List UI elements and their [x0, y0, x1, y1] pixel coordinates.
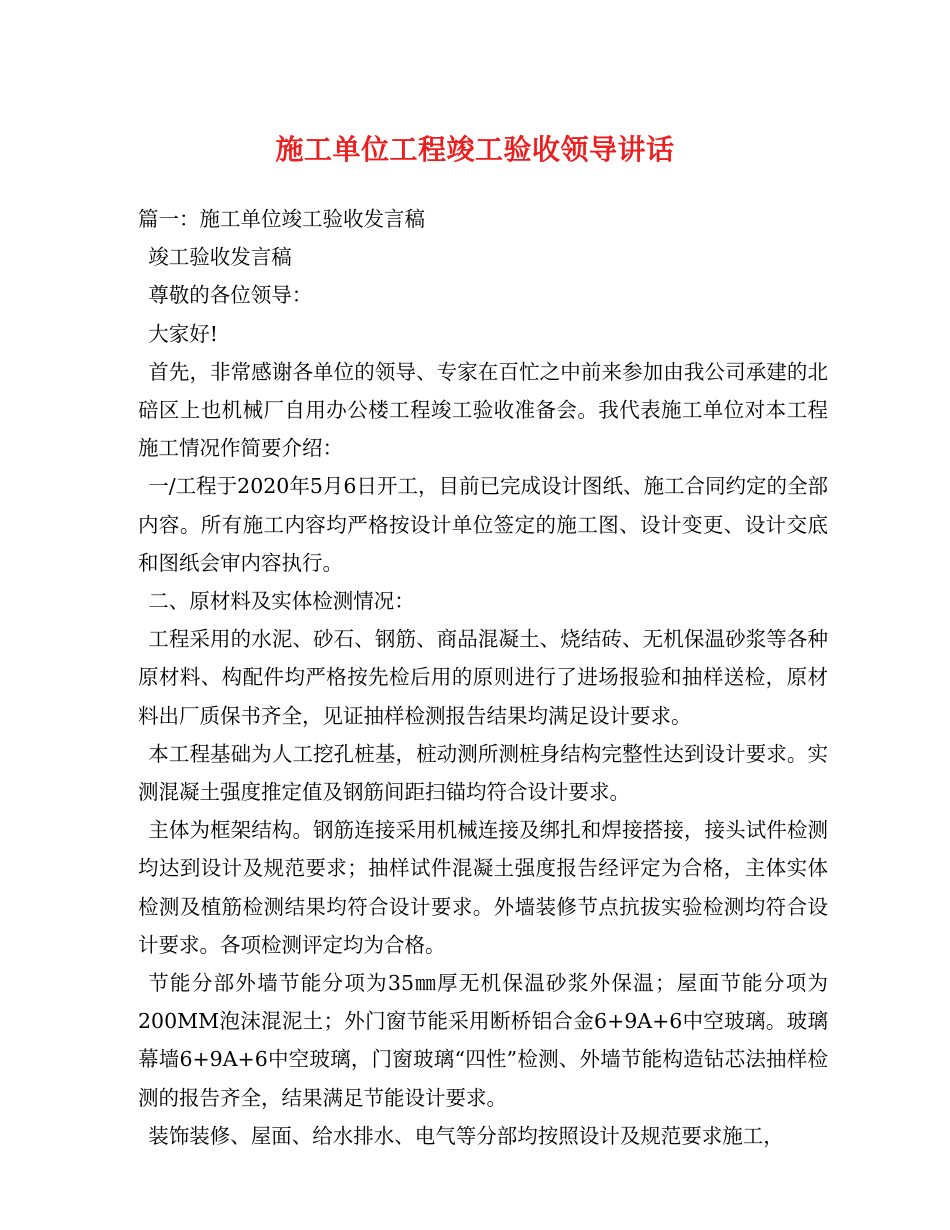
paragraph-foundation: 本工程基础为人工挖孔桩基，桩动测所测桩身结构完整性达到设计要求。实测混凝土强度推定值及钢筋间距扫锚均符合设计要求。 [138, 741, 828, 805]
paragraph-decoration: 装饰装修、屋面、给水排水、电气等分部均按照设计及规范要求施工， [148, 1123, 784, 1148]
paragraph-energy: 节能分部外墙节能分项为35㎜厚无机保温砂浆外保温；屋面节能分项为200MM泡沫混泥土；外门窗节能采用断桥铝合金6+9A+6中空玻璃。玻璃幕墙6+9A+6中空玻璃，门窗玻璃“四性”检测、外墙节能构造钻芯法抽样检测的报告齐全，结果满足节能设计要求。 [138, 971, 828, 1110]
paragraph-structure: 主体为框架结构。钢筋连接采用机械连接及绑扎和焊接搭接，接头试件检测均达到设计及规范要求；抽样试件混凝土强度报告经评定为合格，主体实体检测及植筋检测结果均符合设计要求。外墙装修节点抗拔实验检测均符合设计要求。各项检测评定均为合格。 [138, 818, 828, 957]
paragraph-intro: 首先，非常感谢各单位的领导、专家在百忙之中前来参加由我公司承建的北碚区上也机械厂自用办公楼工程竣工验收准备会。我代表施工单位对本工程施工情况作简要介绍： [138, 359, 828, 461]
paragraph-materials: 工程采用的水泥、砂石、钢筋、商品混凝土、烧结砖、无机保温砂浆等各种原材料、构配件均严格按先检后用的原则进行了进场报验和抽样送检，原材料出厂质保书齐全，见证抽样检测报告结果均满足设计要求。 [138, 627, 828, 728]
paragraph-heading-materials: 二、原材料及实体检测情况： [148, 589, 415, 614]
document-body [138, 200, 828, 1155]
greeting: 大家好! [148, 321, 218, 346]
document-title: 施工单位工程竣工验收领导讲话 [275, 133, 675, 166]
salutation: 尊敬的各位领导： [148, 283, 313, 308]
subheading: 竣工验收发言稿 [148, 245, 292, 270]
section-heading: 篇一：施工单位竣工验收发言稿 [138, 207, 425, 231]
paragraph-schedule: 一/工程于2020年5月6日开工，目前已完成设计图纸、施工合同约定的全部内容。所有施工内容均严格按设计单位签定的施工图、设计变更、设计交底和图纸会审内容执行。 [138, 474, 828, 575]
